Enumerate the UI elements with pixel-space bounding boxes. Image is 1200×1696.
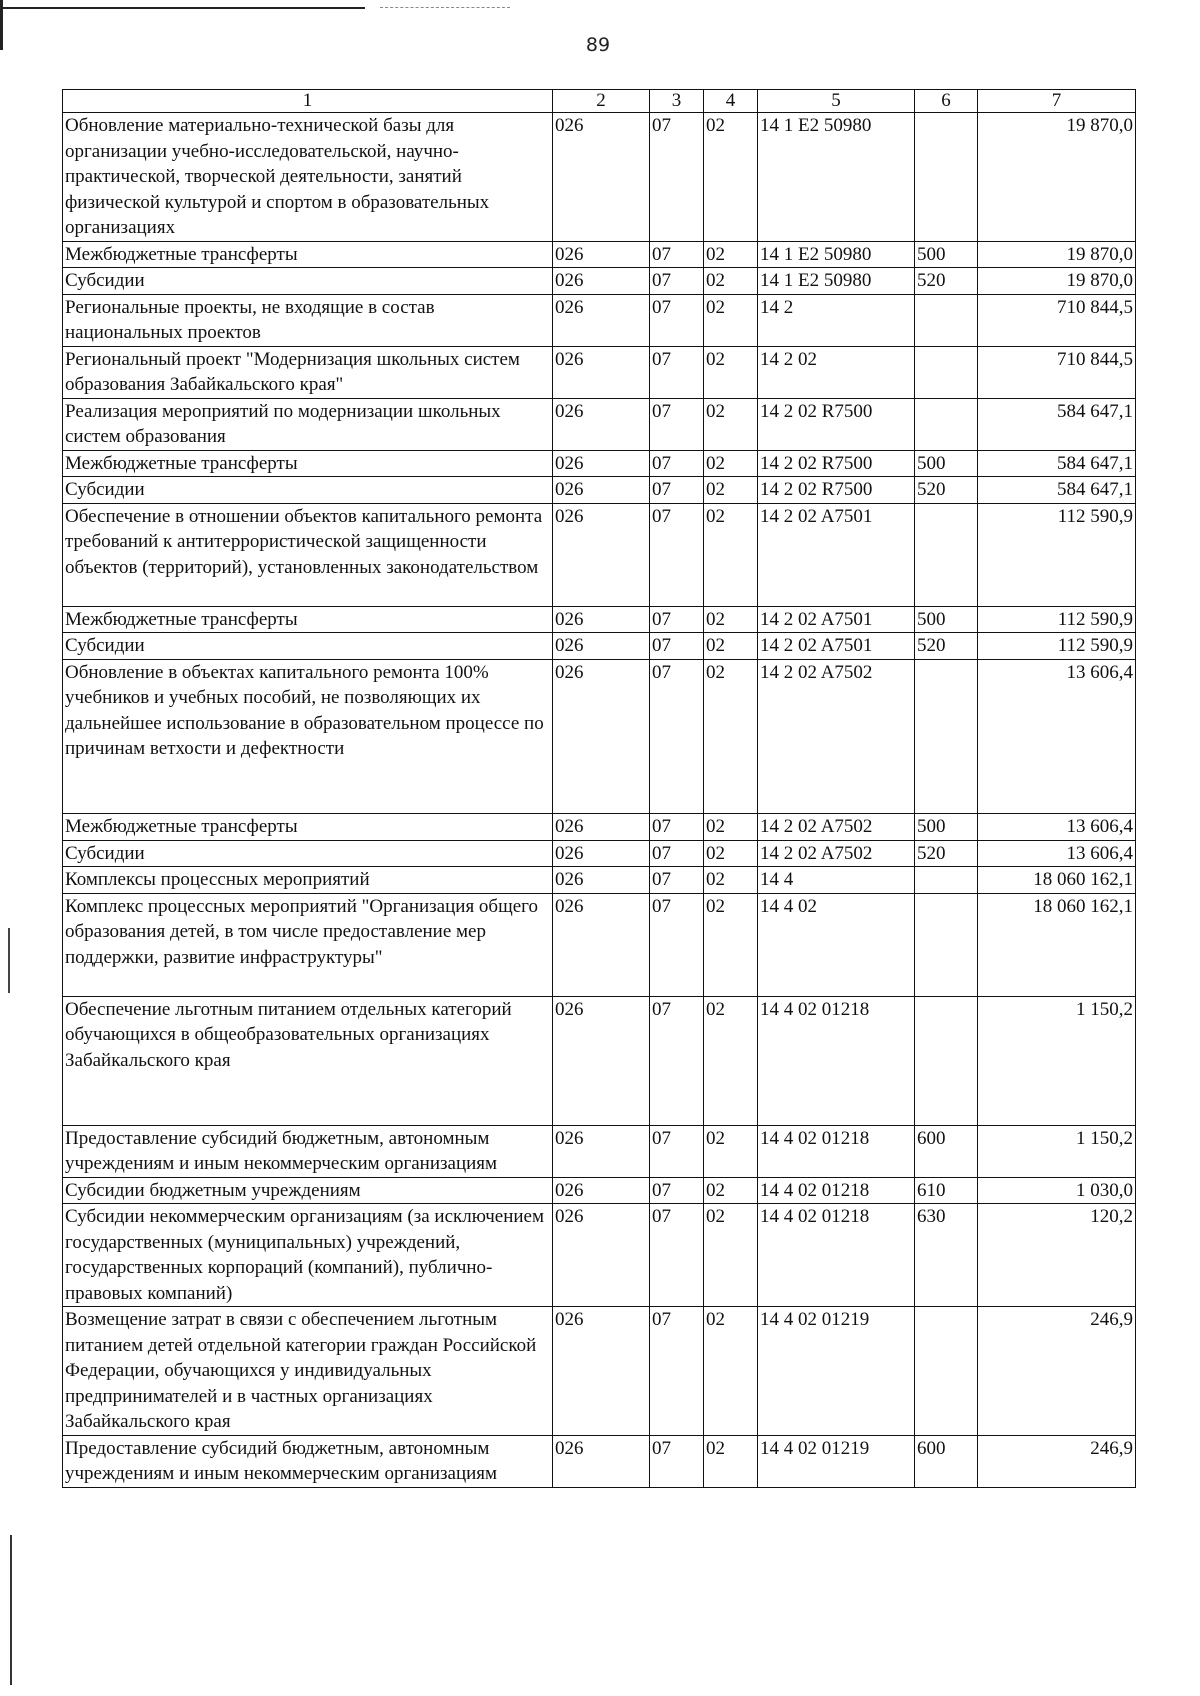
row-amount-cell: 120,2: [978, 1204, 1136, 1307]
row-target-article-cell: 14 1 E2 50980: [758, 268, 915, 295]
row-subsection-cell: 02: [704, 1177, 758, 1204]
column-header: 7: [978, 90, 1136, 113]
column-header: 5: [758, 90, 915, 113]
row-expense-type-cell: 600: [915, 1435, 978, 1487]
table-row: [63, 867, 1136, 894]
budget-table-container: [62, 89, 1135, 1488]
row-name-cell: Комплекс процессных мероприятий "Организация общего образования детей, в том числе предоставление мер поддержки, развитие инфраструктуры": [63, 893, 553, 996]
row-subsection-cell: 02: [704, 398, 758, 450]
row-code-cell: 026: [553, 113, 650, 242]
row-subsection-cell: 02: [704, 840, 758, 867]
row-subsection-cell: 02: [704, 294, 758, 346]
row-target-article-cell: 14 2 02 A7502: [758, 840, 915, 867]
row-expense-type-cell: 500: [915, 606, 978, 633]
table-row: [63, 113, 1136, 242]
row-amount-cell: 710 844,5: [978, 346, 1136, 398]
column-header: 3: [650, 90, 704, 113]
row-section-cell: 07: [650, 477, 704, 504]
row-target-article-cell: 14 2 02 A7502: [758, 814, 915, 841]
row-section-cell: 07: [650, 633, 704, 660]
table-row: [63, 450, 1136, 477]
row-subsection-cell: 02: [704, 113, 758, 242]
row-expense-type-cell: 630: [915, 1204, 978, 1307]
row-target-article-cell: 14 1 E2 50980: [758, 113, 915, 242]
row-expense-type-cell: 520: [915, 268, 978, 295]
row-expense-type-cell: 600: [915, 1125, 978, 1177]
table-row: [63, 346, 1136, 398]
row-subsection-cell: 02: [704, 241, 758, 268]
row-code-cell: 026: [553, 1435, 650, 1487]
scan-edge-left-bottom: [10, 1535, 12, 1685]
row-code-cell: 026: [553, 840, 650, 867]
row-target-article-cell: 14 4 02 01218: [758, 1204, 915, 1307]
row-amount-cell: 19 870,0: [978, 241, 1136, 268]
row-amount-cell: 1 150,2: [978, 1125, 1136, 1177]
row-expense-type-cell: 500: [915, 241, 978, 268]
row-target-article-cell: 14 4 02 01219: [758, 1307, 915, 1436]
table-row: [63, 1307, 1136, 1436]
row-code-cell: 026: [553, 241, 650, 268]
row-amount-cell: 19 870,0: [978, 113, 1136, 242]
row-expense-type-cell: 610: [915, 1177, 978, 1204]
row-name-cell: Возмещение затрат в связи с обеспечением льготным питанием детей отдельной категории граждан Российской Федерации, обучающихся у индивидуальных предпринимателей и в частных организациях Забайкальского края: [63, 1307, 553, 1436]
table-row: [63, 893, 1136, 996]
row-subsection-cell: 02: [704, 996, 758, 1125]
table-row: [63, 477, 1136, 504]
page-number: 89: [585, 34, 611, 56]
row-name-cell: Субсидии: [63, 268, 553, 295]
row-subsection-cell: 02: [704, 606, 758, 633]
table-row: [63, 1125, 1136, 1177]
column-header: 1: [63, 90, 553, 113]
row-expense-type-cell: [915, 113, 978, 242]
row-section-cell: 07: [650, 893, 704, 996]
row-expense-type-cell: [915, 398, 978, 450]
row-code-cell: 026: [553, 659, 650, 814]
row-name-cell: Обновление материально-технической базы для организации учебно-исследовательской, научно-практической, творческой деятельности, занятий физической культурой и спортом в образовательных организациях: [63, 113, 553, 242]
row-target-article-cell: 14 4 02 01218: [758, 1125, 915, 1177]
row-code-cell: 026: [553, 996, 650, 1125]
table-row: [63, 1435, 1136, 1487]
row-name-cell: Межбюджетные трансферты: [63, 241, 553, 268]
row-section-cell: 07: [650, 268, 704, 295]
row-name-cell: Межбюджетные трансферты: [63, 814, 553, 841]
row-target-article-cell: 14 4 02: [758, 893, 915, 996]
row-expense-type-cell: [915, 1307, 978, 1436]
row-expense-type-cell: 500: [915, 450, 978, 477]
row-code-cell: 026: [553, 398, 650, 450]
row-subsection-cell: 02: [704, 814, 758, 841]
row-expense-type-cell: [915, 867, 978, 894]
row-expense-type-cell: [915, 346, 978, 398]
row-section-cell: 07: [650, 294, 704, 346]
row-amount-cell: 13 606,4: [978, 659, 1136, 814]
row-section-cell: 07: [650, 1177, 704, 1204]
row-expense-type-cell: 520: [915, 633, 978, 660]
row-code-cell: 026: [553, 294, 650, 346]
row-name-cell: Обновление в объектах капитального ремонта 100% учебников и учебных пособий, не позволяющих их дальнейшее использование в образовательном процессе по причинам ветхости и дефектности: [63, 659, 553, 814]
row-section-cell: 07: [650, 346, 704, 398]
table-row: [63, 814, 1136, 841]
row-amount-cell: 19 870,0: [978, 268, 1136, 295]
row-code-cell: 026: [553, 450, 650, 477]
row-amount-cell: 18 060 162,1: [978, 867, 1136, 894]
row-name-cell: Межбюджетные трансферты: [63, 606, 553, 633]
table-header-row: [63, 90, 1136, 113]
row-expense-type-cell: [915, 893, 978, 996]
row-target-article-cell: 14 2 02: [758, 346, 915, 398]
row-amount-cell: 18 060 162,1: [978, 893, 1136, 996]
row-name-cell: Предоставление субсидий бюджетным, автономным учреждениям и иным некоммерческим организациям: [63, 1125, 553, 1177]
row-subsection-cell: 02: [704, 477, 758, 504]
row-amount-cell: 13 606,4: [978, 840, 1136, 867]
row-amount-cell: 710 844,5: [978, 294, 1136, 346]
row-name-cell: Субсидии: [63, 477, 553, 504]
table-row: [63, 294, 1136, 346]
row-target-article-cell: 14 4 02 01218: [758, 1177, 915, 1204]
row-target-article-cell: 14 4: [758, 867, 915, 894]
table-row: [63, 606, 1136, 633]
row-amount-cell: 1 030,0: [978, 1177, 1136, 1204]
row-section-cell: 07: [650, 241, 704, 268]
row-expense-type-cell: 520: [915, 840, 978, 867]
row-target-article-cell: 14 2 02 R7500: [758, 398, 915, 450]
table-body: [63, 90, 1136, 1488]
row-section-cell: 07: [650, 867, 704, 894]
row-subsection-cell: 02: [704, 1307, 758, 1436]
row-subsection-cell: 02: [704, 450, 758, 477]
row-section-cell: 07: [650, 503, 704, 606]
row-section-cell: 07: [650, 996, 704, 1125]
row-section-cell: 07: [650, 1204, 704, 1307]
row-amount-cell: 1 150,2: [978, 996, 1136, 1125]
row-code-cell: 026: [553, 477, 650, 504]
row-section-cell: 07: [650, 450, 704, 477]
column-header: 2: [553, 90, 650, 113]
row-target-article-cell: 14 2 02 R7500: [758, 450, 915, 477]
scan-edge-left-mid: [8, 928, 10, 993]
row-subsection-cell: 02: [704, 1435, 758, 1487]
row-section-cell: 07: [650, 659, 704, 814]
row-expense-type-cell: 520: [915, 477, 978, 504]
row-section-cell: 07: [650, 1307, 704, 1436]
row-expense-type-cell: [915, 659, 978, 814]
row-section-cell: 07: [650, 1435, 704, 1487]
row-expense-type-cell: [915, 503, 978, 606]
row-target-article-cell: 14 2 02 A7502: [758, 659, 915, 814]
table-row: [63, 503, 1136, 606]
row-name-cell: Субсидии некоммерческим организациям (за исключением государственных (муниципальных) учреждений, государственных корпораций (компаний), публично-правовых компаний): [63, 1204, 553, 1307]
table-row: [63, 398, 1136, 450]
row-target-article-cell: 14 2 02 A7501: [758, 503, 915, 606]
row-section-cell: 07: [650, 1125, 704, 1177]
row-section-cell: 07: [650, 398, 704, 450]
table-row: [63, 241, 1136, 268]
row-code-cell: 026: [553, 606, 650, 633]
budget-table: [62, 89, 1136, 1488]
row-subsection-cell: 02: [704, 1125, 758, 1177]
row-amount-cell: 246,9: [978, 1307, 1136, 1436]
table-row: [63, 659, 1136, 814]
row-target-article-cell: 14 2 02 R7500: [758, 477, 915, 504]
scan-edge-left: [0, 0, 3, 50]
row-name-cell: Предоставление субсидий бюджетным, автономным учреждениям и иным некоммерческим организациям: [63, 1435, 553, 1487]
row-expense-type-cell: 500: [915, 814, 978, 841]
row-target-article-cell: 14 2: [758, 294, 915, 346]
table-row: [63, 1177, 1136, 1204]
row-code-cell: 026: [553, 893, 650, 996]
row-section-cell: 07: [650, 814, 704, 841]
row-code-cell: 026: [553, 1204, 650, 1307]
row-section-cell: 07: [650, 113, 704, 242]
row-code-cell: 026: [553, 867, 650, 894]
row-amount-cell: 112 590,9: [978, 606, 1136, 633]
row-name-cell: Межбюджетные трансферты: [63, 450, 553, 477]
row-code-cell: 026: [553, 503, 650, 606]
row-code-cell: 026: [553, 1307, 650, 1436]
row-name-cell: Обеспечение льготным питанием отдельных категорий обучающихся в общеобразовательных организациях Забайкальского края: [63, 996, 553, 1125]
row-code-cell: 026: [553, 1177, 650, 1204]
row-amount-cell: 584 647,1: [978, 450, 1136, 477]
row-name-cell: Субсидии: [63, 633, 553, 660]
row-code-cell: 026: [553, 1125, 650, 1177]
scan-edge-top-dashed: [380, 7, 510, 8]
table-row: [63, 840, 1136, 867]
row-name-cell: Субсидии: [63, 840, 553, 867]
row-expense-type-cell: [915, 996, 978, 1125]
row-subsection-cell: 02: [704, 659, 758, 814]
column-header: 4: [704, 90, 758, 113]
row-code-cell: 026: [553, 268, 650, 295]
row-section-cell: 07: [650, 606, 704, 633]
row-subsection-cell: 02: [704, 867, 758, 894]
scan-edge-top: [0, 7, 365, 9]
row-subsection-cell: 02: [704, 268, 758, 295]
table-row: [63, 1204, 1136, 1307]
row-amount-cell: 13 606,4: [978, 814, 1136, 841]
row-target-article-cell: 14 2 02 A7501: [758, 606, 915, 633]
table-row: [63, 996, 1136, 1125]
row-subsection-cell: 02: [704, 633, 758, 660]
row-subsection-cell: 02: [704, 503, 758, 606]
row-amount-cell: 112 590,9: [978, 503, 1136, 606]
row-expense-type-cell: [915, 294, 978, 346]
row-target-article-cell: 14 2 02 A7501: [758, 633, 915, 660]
column-header: 6: [915, 90, 978, 113]
row-name-cell: Субсидии бюджетным учреждениям: [63, 1177, 553, 1204]
table-row: [63, 633, 1136, 660]
row-amount-cell: 584 647,1: [978, 477, 1136, 504]
row-subsection-cell: 02: [704, 1204, 758, 1307]
row-name-cell: Реализация мероприятий по модернизации школьных систем образования: [63, 398, 553, 450]
row-name-cell: Региональный проект "Модернизация школьных систем образования Забайкальского края": [63, 346, 553, 398]
row-code-cell: 026: [553, 633, 650, 660]
row-subsection-cell: 02: [704, 893, 758, 996]
row-target-article-cell: 14 4 02 01219: [758, 1435, 915, 1487]
row-section-cell: 07: [650, 840, 704, 867]
row-name-cell: Комплексы процессных мероприятий: [63, 867, 553, 894]
row-code-cell: 026: [553, 814, 650, 841]
row-amount-cell: 246,9: [978, 1435, 1136, 1487]
row-amount-cell: 112 590,9: [978, 633, 1136, 660]
row-amount-cell: 584 647,1: [978, 398, 1136, 450]
row-subsection-cell: 02: [704, 346, 758, 398]
row-name-cell: Обеспечение в отношении объектов капитального ремонта требований к антитеррористической защищенности объектов (территорий), установленных законодательством: [63, 503, 553, 606]
table-row: [63, 268, 1136, 295]
row-target-article-cell: 14 4 02 01218: [758, 996, 915, 1125]
row-name-cell: Региональные проекты, не входящие в состав национальных проектов: [63, 294, 553, 346]
row-code-cell: 026: [553, 346, 650, 398]
row-target-article-cell: 14 1 E2 50980: [758, 241, 915, 268]
